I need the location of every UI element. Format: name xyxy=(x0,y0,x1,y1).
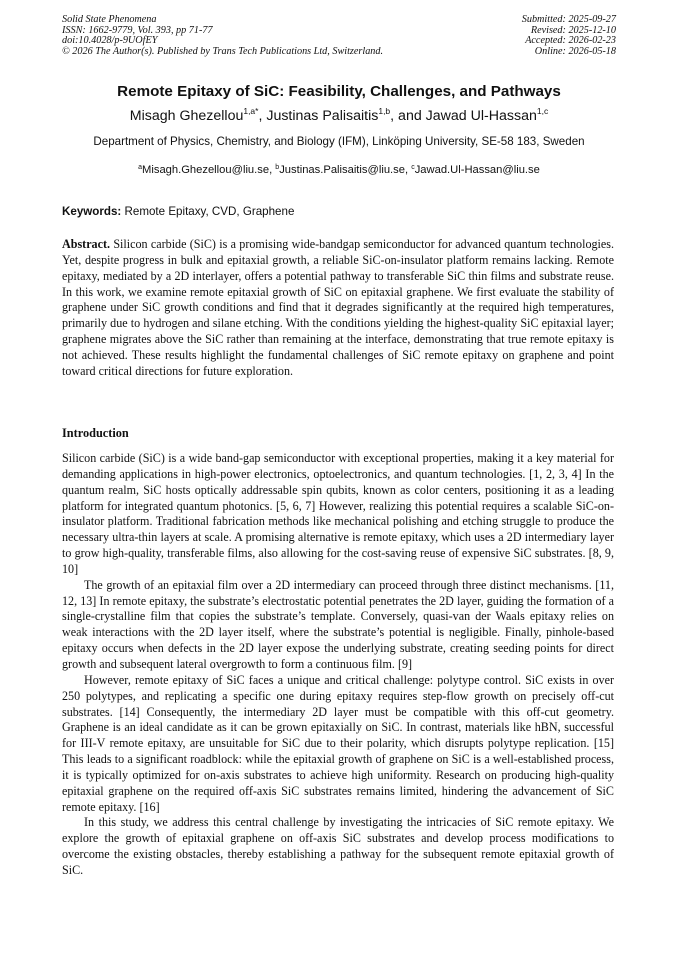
doi-line[interactable]: doi:10.4028/p-9UOfEY xyxy=(62,35,158,47)
intro-paragraph: Silicon carbide (SiC) is a wide band-gap semiconductor with exceptional properties, making it a key material for demanding applications in high-power electronics, optoelectronics, and quantum technologies. [1, 2, 3, 4] In the quantum realm, SiC hosts optically addressable spin qubits, known as color centers, positioning it as a leading platform for integrated quantum photonics. [5, 6, 7] However, realizing this potential requires a scalable SiC-on-insulator platform. Traditional fabrication methods like mechanical polishing and etching struggle to produce the necessary ultra-thin layers at scale. A promising alternative is remote epitaxy, which uses a 2D intermediary layer to grow high-quality, transferable films, also allowing for the cost-saving reuse of expensive SiC substrates. [8, 9, 10] xyxy=(62,451,614,576)
intro-paragraph: In this study, we address this central challenge by investigating the intricacies of SiC remote epitaxy. We explore the growth of epitaxial graphene on off-axis SiC substrates and develop process modifications to overcome the existing obstacles, thereby establishing a pathway for the subsequent remote epitaxial growth of SiC. xyxy=(62,815,614,877)
introduction-body xyxy=(62,451,614,879)
abstract-paragraph xyxy=(62,237,614,380)
keywords-label: Keywords: xyxy=(62,205,122,218)
email-mark: c xyxy=(411,164,415,171)
email-link[interactable]: Jawad.Ul-Hassan@liu.se xyxy=(414,164,540,176)
email-link[interactable]: Justinas.Palisaitis@liu.se xyxy=(279,164,405,176)
author-list xyxy=(0,108,678,124)
author-name: Justinas Palisaitis xyxy=(266,108,379,124)
author-affiliation-mark: 1,a* xyxy=(243,106,259,116)
online-date: Online: 2026-05-18 xyxy=(534,45,616,57)
email-separator: , xyxy=(269,164,276,176)
intro-paragraph: However, remote epitaxy of SiC faces a unique and critical challenge: polytype control. SiC exists in over 250 polytypes, and replicating a specific one during epitaxy requires step-flow growth on precisely off-cut substrates. [14] Consequently, the intermediary 2D layer must be compatible with this off-cut geometry. Graphene is an ideal candidate as it can be grown epitaxially on SiC. In contrast, materials like hBN, successful for III-V remote epitaxy, are unsuitable for SiC due to their polarity, which disrupts polytype replication. [15] This leads to a significant roadblock: while the epitaxial growth of graphene on SiC is a well-established process, it is typically optimized for on-axis substrates to achieve high uniformity. Research on producing high-quality epitaxial graphene on the required off-axis SiC substrates remains limited, hindering the advancement of SiC remote epitaxy. [16] xyxy=(62,672,614,814)
submitted-date: Submitted: 2025-09-27 xyxy=(521,14,616,25)
issn-line: ISSN: 1662-9779, Vol. 393, pp 71-77 xyxy=(62,24,213,36)
copyright-line: © 2026 The Author(s). Published by Trans Tech Publications Ltd, Switzerland. xyxy=(62,45,384,57)
journal-name: Solid State Phenomena xyxy=(62,14,157,25)
email-list xyxy=(0,164,678,176)
section-heading-introduction: Introduction xyxy=(62,426,129,440)
abstract-label: Abstract. xyxy=(62,237,111,251)
email-link[interactable]: Misagh.Ghezellou@liu.se xyxy=(142,164,270,176)
author-separator: , and xyxy=(390,108,426,124)
author-separator: , xyxy=(258,108,267,124)
paper-title: Remote Epitaxy of SiC: Feasibility, Challenges, and Pathways xyxy=(117,83,561,100)
email-separator: , xyxy=(404,164,412,176)
author-affiliation-mark: 1,b xyxy=(378,106,391,116)
intro-paragraph: The growth of an epitaxial film over a 2D intermediary can proceed through three distinct mechanisms. [11, 12, 13] In remote epitaxy, the substrate’s electrostatic potential penetrates the 2D layer, guiding the formation of a single-crystalline film that copies the substrate’s template. Conversely, quasi-van der Waals epitaxy relies on weak interactions with the 2D layer itself, where the substrate’s potential is negligible. Finally, pinhole-based epitaxy occurs when defects in the 2D layer expose the underlying substrate, creating seeding points for direct growth and subsequent lateral overgrowth to form a continuous film. [9] xyxy=(62,577,614,671)
email-mark: a xyxy=(138,164,143,171)
author-name: Misagh Ghezellou xyxy=(129,108,244,124)
abstract xyxy=(62,237,614,380)
abstract-text: Silicon carbide (SiC) is a promising wide-bandgap semiconductor for advanced quantum technologies. Yet, despite progress in bulk and epitaxial growth, a reliable SiC-on-insulator platform remains lacking. Remote epitaxy, mediated by a 2D interlayer, offers a potential pathway to transferable SiC thin films and substrate reuse. In this work, we examine remote epitaxial growth of SiC on epitaxial graphene. We first evaluate the stability of graphene under SiC growth conditions and find that it degrades significantly at the required high temperatures, primarily due to hydrogen and silane etching. With the conditions yielding the highest-quality SiC epitaxial layer; graphene migrates above the SiC rather than remaining at the interface, demonstrating that true remote epitaxy is not achieved. These results highlight the fundamental challenges of SiC remote epitaxy on graphene and point toward critical directions for future exploration. xyxy=(62,237,614,378)
author-affiliation-mark: 1,c xyxy=(536,106,549,116)
author-name: Jawad Ul-Hassan xyxy=(425,108,537,124)
accepted-date: Accepted: 2026-02-23 xyxy=(525,35,616,47)
journal-info xyxy=(62,15,383,57)
email-mark: b xyxy=(275,164,280,171)
keywords-text: Remote Epitaxy, CVD, Graphene xyxy=(121,205,295,218)
affiliation: Department of Physics, Chemistry, and Biology (IFM), Linköping University, SE-58 183, Sweden xyxy=(93,135,585,148)
publication-dates xyxy=(522,15,616,57)
keywords xyxy=(62,205,294,218)
revised-date: Revised: 2025-12-10 xyxy=(530,24,616,36)
